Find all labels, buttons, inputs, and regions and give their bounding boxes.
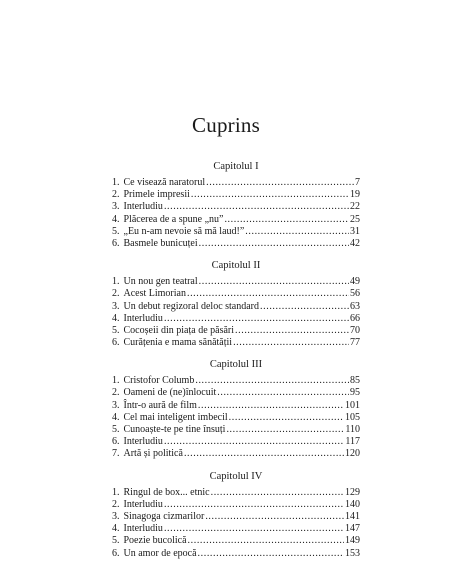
entry-page-number: 31 (350, 225, 360, 237)
entry-number: 1. (112, 177, 120, 188)
dot-leader (188, 535, 344, 547)
dot-leader (224, 214, 349, 226)
dot-leader (206, 177, 354, 189)
entry-number: 6. (112, 337, 120, 349)
entry-page-number: 120 (345, 448, 360, 460)
entry-page-number: 110 (345, 424, 360, 435)
entry-number: 6. (112, 547, 120, 559)
entry-page-number: 105 (345, 411, 360, 423)
chapter-gap (112, 461, 360, 470)
dot-leader (211, 487, 344, 499)
toc-entry (112, 387, 360, 399)
dot-leader (226, 424, 344, 436)
entry-title: Plăcerea de a spune „nu” (123, 213, 224, 225)
entry-page-number: 129 (345, 486, 360, 498)
entry-title: Poezie bucolică (123, 535, 187, 547)
entry-number: 6. (112, 436, 120, 448)
toc-entry (112, 436, 360, 448)
toc-entry (112, 448, 360, 460)
chapter-gap (112, 250, 360, 259)
toc-entry (112, 238, 360, 250)
entry-page-number: 153 (345, 547, 360, 559)
entry-page-number: 101 (345, 399, 360, 411)
entry-number: 5. (112, 424, 120, 435)
dot-leader (199, 276, 349, 288)
toc-entry (112, 511, 360, 523)
entry-page-number: 22 (350, 201, 360, 213)
chapter-title: Capitolul I (213, 161, 259, 172)
entry-page-number: 63 (350, 300, 360, 312)
entry-page-number: 149 (345, 535, 360, 547)
entry-page-number: 140 (345, 498, 360, 510)
entry-page-number: 70 (350, 324, 360, 336)
entry-title: Cocoșeii din piața de păsări (123, 324, 235, 336)
entry-page-number: 19 (350, 189, 360, 201)
dot-leader (260, 301, 349, 313)
toc-entry (112, 375, 360, 387)
entry-number: 4. (112, 312, 120, 324)
entry-page-number: 56 (350, 288, 360, 300)
entry-number: 1. (112, 486, 120, 498)
toc-entry (112, 189, 360, 201)
dot-leader (164, 436, 344, 448)
entry-title: Interludiu (123, 201, 163, 213)
dot-leader (164, 201, 349, 213)
toc-entry (112, 276, 360, 288)
chapter-entries (112, 177, 360, 250)
chapter-entries (112, 487, 360, 560)
table-of-contents (112, 160, 360, 560)
entry-title: Un amor de epocă (123, 547, 197, 559)
entry-title: Interludiu (123, 498, 163, 510)
entry-number: 6. (112, 237, 120, 249)
dot-leader (164, 313, 349, 325)
entry-title: Acest Limorian (123, 288, 186, 300)
chapter-section (112, 160, 360, 250)
toc-entry (112, 412, 360, 424)
toc-entry (112, 177, 360, 189)
entry-number: 5. (112, 324, 120, 336)
toc-entry (112, 337, 360, 349)
entry-number: 2. (112, 387, 120, 399)
entry-title: Un debut regizoral deloc standard (123, 300, 260, 312)
entry-title: Un nou gen teatral (123, 276, 198, 288)
dot-leader (191, 189, 349, 201)
entry-number: 4. (112, 213, 120, 225)
dot-leader (233, 337, 349, 349)
toc-entry (112, 424, 360, 436)
dot-leader (205, 511, 344, 523)
toc-entry (112, 313, 360, 325)
toc-entry (112, 548, 360, 560)
dot-leader (187, 288, 349, 300)
entry-number: 2. (112, 189, 120, 201)
chapter-section (112, 470, 360, 560)
entry-number: 4. (112, 411, 120, 423)
entry-title: Basmele bunicuței (123, 237, 198, 249)
dot-leader (235, 325, 349, 337)
entry-title: Artă și politică (123, 448, 183, 460)
entry-number: 7. (112, 448, 120, 460)
chapter-entries (112, 375, 360, 460)
chapter-title: Capitolul III (209, 359, 263, 371)
entry-number: 2. (112, 498, 120, 510)
chapter-section (112, 259, 360, 349)
entry-number: 5. (112, 535, 120, 547)
entry-number: 3. (112, 399, 120, 411)
entry-title: Primele impresii (123, 189, 190, 201)
toc-entry (112, 288, 360, 300)
entry-page-number: 49 (350, 276, 360, 288)
entry-number: 2. (112, 288, 120, 300)
entry-number: 4. (112, 523, 120, 535)
toc-entry (112, 400, 360, 412)
toc-entry (112, 201, 360, 213)
entry-number: 5. (112, 225, 120, 237)
entry-title: Ce visează naratorul (123, 177, 206, 188)
entry-page-number: 85 (350, 375, 360, 387)
entry-title: Ringul de box... etnic (123, 486, 210, 498)
entry-page-number: 66 (350, 312, 360, 324)
entry-title: Oameni de (ne)înlocuit (123, 387, 217, 399)
entry-title: Sinagoga cizmarilor (123, 510, 205, 522)
chapter-gap (112, 349, 360, 358)
toc-entry (112, 214, 360, 226)
chapter-entries (112, 276, 360, 349)
entry-title: Cel mai inteligent imbecil (123, 411, 228, 423)
dot-leader (195, 375, 349, 387)
entry-page-number: 95 (350, 387, 360, 399)
toc-entry (112, 523, 360, 535)
dot-leader (164, 499, 344, 511)
dot-leader (229, 412, 344, 424)
entry-title: Cristofor Columb (123, 375, 195, 387)
entry-number: 3. (112, 510, 120, 522)
entry-number: 3. (112, 300, 120, 312)
dot-leader (184, 448, 344, 460)
chapter-title: Capitolul IV (209, 470, 263, 482)
dot-leader (198, 548, 344, 560)
entry-title: Cunoaște-te pe tine însuți (123, 424, 226, 435)
entry-title: Interludiu (123, 436, 163, 448)
toc-entry (112, 499, 360, 511)
dot-leader (164, 523, 344, 535)
entry-number: 3. (112, 201, 120, 213)
entry-title: Interludiu (123, 312, 163, 324)
page-title: Cuprins (192, 113, 260, 137)
entry-page-number: 147 (345, 523, 360, 535)
entry-title: Curățenia e mama sănătății (123, 337, 233, 349)
chapter-section (112, 358, 360, 460)
entry-page-number: 141 (345, 510, 360, 522)
entry-page-number: 25 (350, 213, 360, 225)
dot-leader (245, 226, 349, 238)
entry-title: „Eu n-am nevoie să mă laud!” (123, 225, 245, 237)
entry-page-number: 117 (345, 436, 360, 448)
entry-title: Într-o aură de film (123, 399, 197, 411)
entry-page-number: 77 (350, 337, 360, 349)
entry-number: 1. (112, 276, 120, 288)
chapter-title: Capitolul II (211, 260, 261, 272)
dot-leader (217, 387, 349, 399)
entry-number: 1. (112, 375, 120, 387)
toc-entry (112, 535, 360, 547)
toc-entry (112, 301, 360, 313)
dot-leader (199, 238, 349, 250)
entry-title: Interludiu (123, 523, 163, 535)
toc-entry (112, 226, 360, 238)
toc-entry (112, 325, 360, 337)
entry-page-number: 7 (355, 177, 360, 188)
toc-entry (112, 487, 360, 499)
entry-page-number: 42 (350, 237, 360, 249)
dot-leader (198, 400, 344, 412)
